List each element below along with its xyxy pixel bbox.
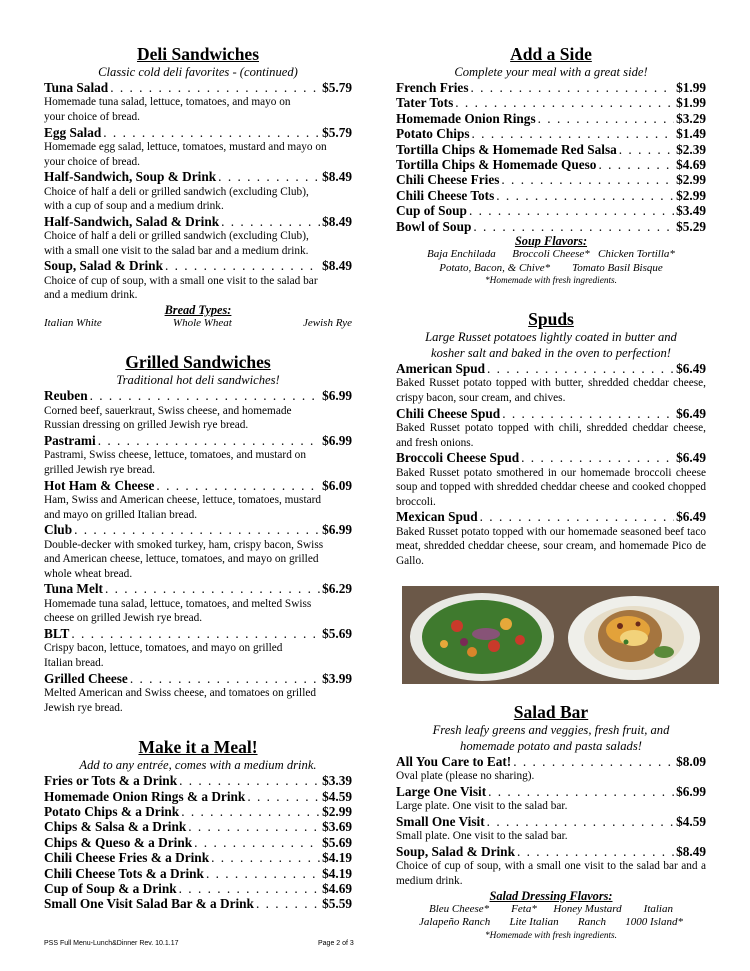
item-price: $4.59 (322, 788, 352, 804)
item-name: All You Care to Eat! (396, 754, 512, 769)
item-description: Ham, Swiss and American cheese, lettuce, tomatoes, mustard and mayo on grilled Italian bread. (44, 494, 322, 521)
item-price: $6.99 (322, 388, 352, 404)
item-name: Chili Cheese Fries & a Drink (44, 850, 210, 866)
item-name: Chili Cheese Tots (396, 187, 495, 203)
item-name: Homemade Onion Rings & a Drink (44, 788, 246, 804)
item-price: $4.19 (322, 865, 352, 881)
spuds-subtitle: kosher salt and baked in the oven to perfection! (431, 346, 671, 361)
menu-item (44, 819, 352, 834)
item-name: Large One Visit (396, 784, 487, 799)
menu-item (396, 95, 706, 110)
menu-item (44, 169, 352, 214)
menu-item (396, 509, 706, 568)
item-description: Baked Russet potato topped with chili, shredded cheddar cheese, and fresh onions. (396, 422, 706, 449)
item-name: Tuna Salad (44, 80, 109, 95)
menu-item (44, 125, 352, 170)
item-price: $4.69 (676, 157, 706, 173)
food-photo (402, 586, 719, 684)
salad-dressing-heading: Salad Dressing Flavors: (489, 888, 613, 903)
menu-item (396, 844, 706, 889)
item-description: Corned beef, sauerkraut, Swiss cheese, and homemade Russian dressing on grilled Jewish rye bread. (44, 404, 292, 432)
deli-sandwiches-title: Deli Sandwiches (136, 44, 260, 64)
deli-sandwiches-subtitle: Classic cold deli favorites - (continued) (98, 65, 298, 79)
item-price: $8.49 (322, 213, 352, 229)
item-description: Choice of cup of soup, with a small one visit to the salad bar and a medium drink. (44, 274, 318, 302)
item-name: Chili Cheese Spud (396, 405, 501, 421)
add-a-side-subtitle: Complete your meal with a great side! (454, 65, 648, 79)
item-price: $5.29 (676, 218, 706, 234)
menu-item (396, 203, 706, 218)
menu-item (44, 773, 352, 788)
item-name: Chips & Queso & a Drink (44, 834, 193, 850)
homemade-note: *Homemade with fresh ingredients. (484, 276, 618, 287)
item-price: $4.19 (322, 850, 352, 866)
item-name: Potato Chips & a Drink (44, 804, 180, 820)
item-description: Crispy bacon, lettuce, tomatoes, and mayo on grilled Italian bread. (44, 642, 283, 670)
item-name: Tater Tots (396, 95, 454, 111)
item-name: Club (44, 522, 73, 538)
left-column (44, 44, 352, 912)
menu-item (44, 626, 352, 671)
spuds-title: Spuds (528, 309, 574, 330)
make-it-a-meal-title: Make it a Meal! (138, 737, 258, 758)
menu-item (44, 214, 352, 259)
item-price: $8.49 (322, 258, 352, 274)
bread-types-list (44, 317, 352, 331)
item-price: $3.99 (322, 670, 352, 686)
item-name: Bowl of Soup (396, 218, 472, 234)
item-price: $5.59 (322, 896, 352, 912)
item-price: $2.99 (676, 187, 706, 203)
soup-flavors-line: Baja Enchilada Broccoli Cheese* Chicken Tortilla* (427, 248, 675, 261)
item-name: Mexican Spud (396, 509, 478, 525)
menu-item (44, 671, 352, 716)
item-price: $2.39 (676, 141, 706, 157)
item-price: $1.99 (676, 95, 706, 111)
homemade-note: *Homemade with fresh ingredients. (484, 930, 618, 941)
item-name: Soup, Salad & Drink (44, 258, 163, 274)
salad-bar-title: Salad Bar (513, 702, 589, 722)
bread-type: Italian White (44, 316, 102, 329)
menu-item (44, 522, 352, 581)
menu-item (44, 581, 352, 626)
item-description: Choice of cup of soup, with a small one visit to the salad bar and a medium drink. (396, 860, 706, 887)
menu-item (44, 896, 352, 911)
menu-item (396, 111, 706, 126)
item-price: $8.49 (676, 844, 706, 859)
menu-item (396, 157, 706, 172)
salad-bar-subtitle: homemade potato and pasta salads! (460, 739, 642, 753)
item-name: BLT (44, 626, 70, 642)
menu-item (396, 754, 706, 784)
item-price: $5.69 (322, 626, 352, 642)
item-name: Tortilla Chips & Homemade Red Salsa (396, 141, 617, 157)
item-price: $2.99 (676, 172, 706, 188)
menu-item (396, 814, 706, 844)
item-name: Fries or Tots & a Drink (44, 773, 178, 789)
bread-type: Whole Wheat (172, 316, 232, 329)
item-name: Chili Cheese Fries (396, 172, 500, 188)
menu-item (396, 219, 706, 234)
item-name: Small One Visit (396, 814, 485, 829)
food-photo-image (402, 586, 719, 684)
item-price: $6.29 (322, 581, 352, 597)
item-name: Reuben (44, 388, 88, 404)
menu-item (396, 126, 706, 141)
menu-item (44, 789, 352, 804)
item-name: Tortilla Chips & Homemade Queso (396, 157, 597, 173)
item-name: Soup, Salad & Drink (396, 844, 515, 859)
item-price: $6.09 (322, 477, 352, 493)
item-description: Homemade tuna salad, lettuce, tomatoes, and melted Swiss cheese on grilled Jewish rye bread. (44, 597, 312, 625)
menu-item (396, 172, 706, 187)
item-description: Double-decker with smoked turkey, ham, crispy bacon, Swiss and American cheese, lettuce, tomatoes, and mayo on grilled whole wheat bread. (44, 538, 324, 580)
item-price: $6.99 (322, 522, 352, 538)
item-price: $8.09 (676, 754, 706, 769)
menu-item (44, 850, 352, 865)
menu-item (44, 835, 352, 850)
item-name: Tuna Melt (44, 581, 103, 597)
spuds-subtitle: Large Russet potatoes lightly coated in butter and (425, 330, 677, 345)
item-price: $3.49 (676, 203, 706, 219)
footer-page-number: Page 2 of 3 (318, 940, 354, 947)
footer-revision: PSS Full Menu-Lunch&Dinner Rev. 10.1.17 (44, 940, 179, 947)
item-price: $3.39 (322, 773, 352, 789)
item-name: Pastrami (44, 433, 96, 449)
item-description: Homemade egg salad, lettuce, tomatoes, mustard and mayo on your choice of bread. (44, 141, 327, 168)
item-description: Pastrami, Swiss cheese, lettuce, tomatoes, and mustard on grilled Jewish rye bread. (44, 449, 306, 477)
item-price: $5.69 (322, 834, 352, 850)
dressing-flavors-line: Bleu Cheese* Feta* Honey Mustard Italian (429, 902, 673, 915)
menu-item (44, 881, 352, 896)
item-name: Chips & Salsa & a Drink (44, 819, 187, 835)
menu-item (396, 80, 706, 95)
item-description: Melted American and Swiss cheese, and tomatoes on grilled Jewish rye bread. (44, 687, 316, 714)
item-name: Homemade Onion Rings (396, 110, 536, 126)
item-name: Potato Chips (396, 126, 470, 142)
item-price: $4.59 (676, 814, 706, 829)
item-name: Half-Sandwich, Salad & Drink (44, 213, 220, 229)
menu-item (44, 258, 352, 303)
item-name: Hot Ham & Cheese (44, 477, 155, 493)
item-name: Grilled Cheese (44, 670, 128, 686)
item-description: Baked Russet potato topped with butter, shredded cheddar cheese, crispy bacon, sour cream, and chives. (396, 377, 706, 405)
item-price: $4.69 (322, 881, 352, 897)
item-price: $3.69 (322, 819, 352, 835)
make-it-a-meal-subtitle: Add to any entrée, comes with a medium drink. (79, 758, 317, 773)
item-price: $3.29 (676, 110, 706, 126)
menu-item (44, 388, 352, 433)
item-name: Cup of Soup (396, 203, 467, 219)
grilled-sandwiches-subtitle: Traditional hot deli sandwiches! (116, 373, 280, 388)
right-column (396, 44, 706, 569)
item-name: French Fries (396, 80, 469, 95)
soup-flavors-line: Potato, Bacon, & Chive* Tomato Basil Bisque (439, 261, 663, 274)
item-name: American Spud (396, 361, 486, 377)
item-description: Choice of half a deli or grilled sandwich (excluding Club), with a cup of soup and a medium drink. (44, 185, 309, 213)
menu-item (396, 361, 706, 406)
item-price: $6.49 (676, 509, 706, 525)
dressing-flavors-line: Jalapeño Ranch Lite Italian Ranch 1000 Island* (419, 916, 683, 929)
item-name: Broccoli Cheese Spud (396, 450, 520, 466)
grilled-sandwiches-title: Grilled Sandwiches (125, 352, 271, 373)
item-name: Egg Salad (44, 124, 102, 140)
item-price: $6.49 (676, 361, 706, 377)
item-price: $6.99 (322, 433, 352, 449)
item-description: Oval plate (please no sharing). (396, 770, 535, 783)
item-price: $1.49 (676, 126, 706, 142)
salad-bar-section (396, 702, 706, 942)
item-description: Choice of half a deli or grilled sandwich (excluding Club), with a small one visit to the salad bar and a medium drink. (44, 230, 309, 257)
item-name: Small One Visit Salad Bar & a Drink (44, 896, 254, 912)
menu-item (44, 866, 352, 881)
item-description: Homemade tuna salad, lettuce, tomatoes, and mayo on your choice of bread. (44, 96, 291, 123)
salad-bar-subtitle: Fresh leafy greens and veggies, fresh fruit, and (432, 723, 670, 737)
item-name: Half-Sandwich, Soup & Drink (44, 169, 217, 185)
menu-item (44, 804, 352, 819)
bread-types-heading: Bread Types: (164, 302, 232, 317)
item-price: $8.49 (322, 169, 352, 185)
menu-item (396, 188, 706, 203)
menu-item (396, 450, 706, 509)
soup-flavors-heading: Soup Flavors: (514, 234, 588, 249)
menu-item (396, 406, 706, 451)
item-price: $6.49 (676, 450, 706, 466)
item-price: $6.49 (676, 405, 706, 421)
item-description: Small plate. One visit to the salad bar. (396, 830, 568, 843)
menu-item (396, 784, 706, 814)
bread-type: Jewish Rye (303, 316, 352, 329)
item-price: $1.99 (676, 80, 706, 95)
item-price: $5.79 (322, 80, 352, 95)
item-name: Chili Cheese Tots & a Drink (44, 865, 204, 881)
item-price: $6.99 (676, 784, 706, 799)
menu-item (44, 478, 352, 523)
menu-item (44, 433, 352, 478)
add-a-side-title: Add a Side (510, 44, 592, 64)
item-description: Baked Russet potato topped with our homemade seasoned beef taco meat, shredded cheddar cheese, sour cream, and homemade Pico de Gallo. (396, 525, 706, 568)
item-description: Large plate. One visit to the salad bar. (396, 800, 568, 813)
menu-item (44, 80, 352, 125)
item-price: $5.79 (322, 124, 352, 140)
menu-item (396, 142, 706, 157)
item-name: Cup of Soup & a Drink (44, 881, 177, 897)
item-description: Baked Russet potato smothered in our homemade broccoli cheese soup and topped with shredded cheddar cheese and cooked chopped broccoli. (396, 466, 706, 508)
item-price: $2.99 (322, 804, 352, 820)
